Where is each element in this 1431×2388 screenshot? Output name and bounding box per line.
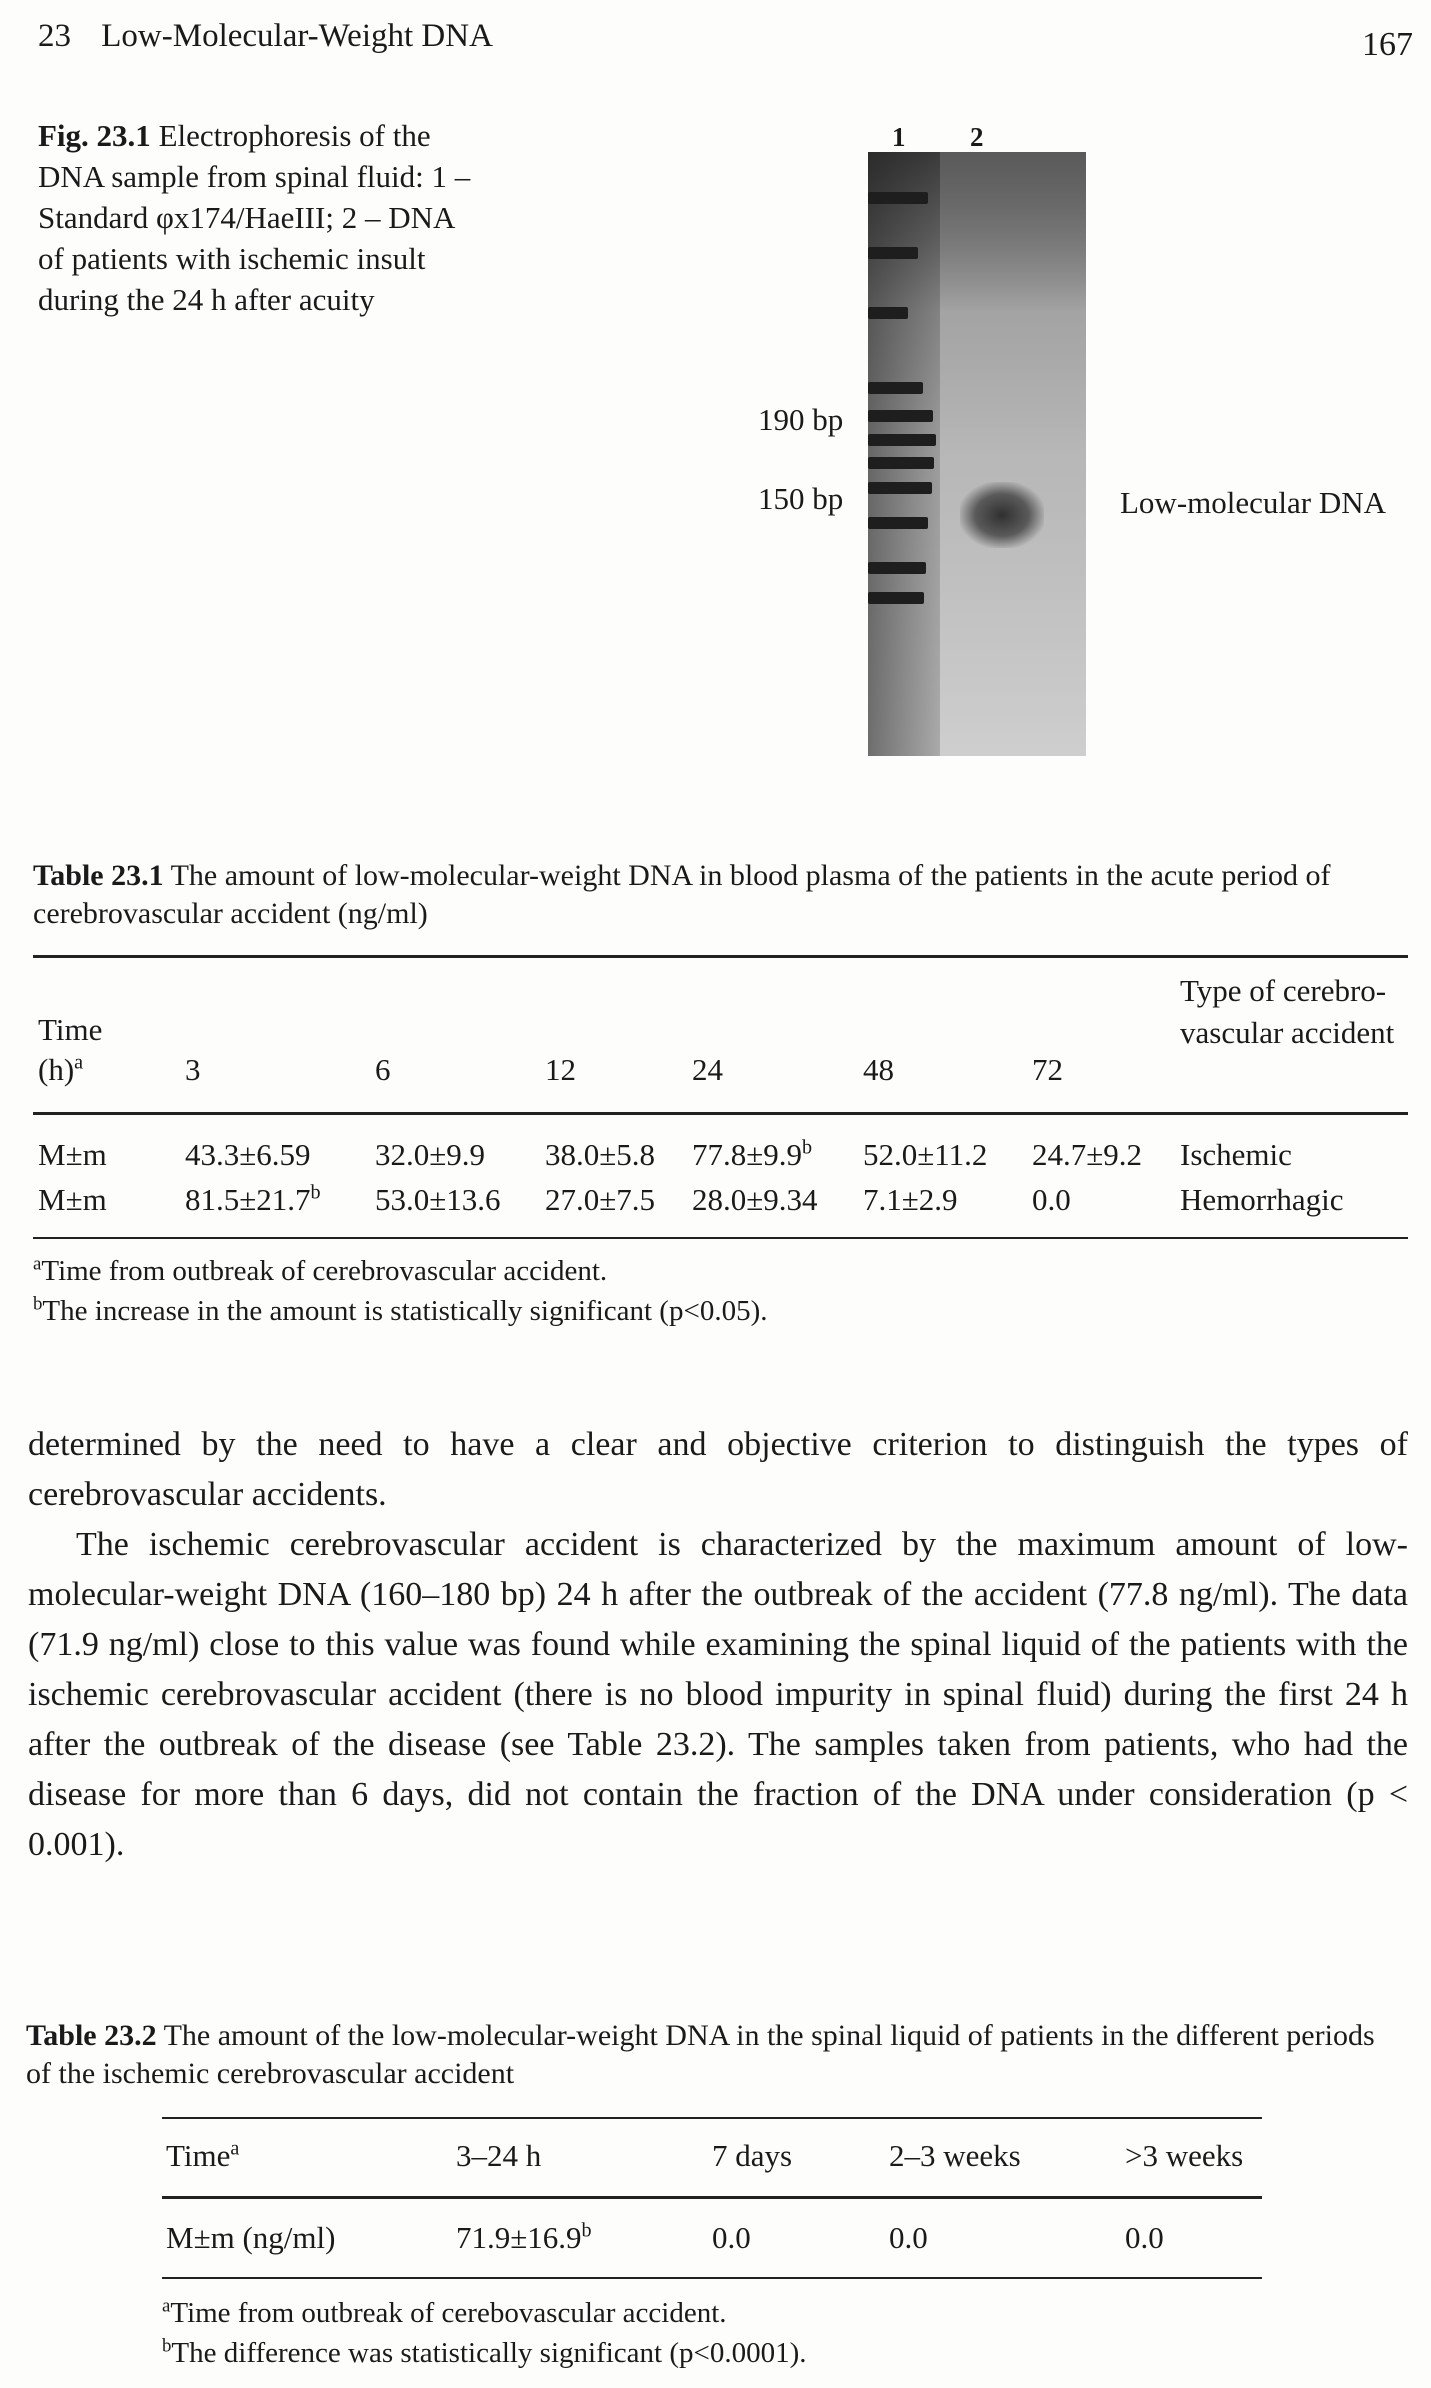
gel-band <box>868 192 928 204</box>
table1-cell: 38.0±5.8 <box>545 1137 656 1172</box>
gel-image <box>868 152 1086 756</box>
band-label: Low-molecular DNA <box>1120 485 1386 520</box>
table1-hour-header: 6 <box>375 1052 391 1087</box>
table1-caption-text: The amount of low-molecular-weight DNA in blood plasma of the patients in the acute period of cerebrovascular accident (ng/ml) <box>33 859 1331 930</box>
table1-footnote-b: $^b$The increase in the amount is statistically significant (p<0.05). <box>33 1293 768 1327</box>
chapter-number: 23 <box>38 18 71 54</box>
table2-cell: 71.9±16.9$^b$ <box>456 2219 592 2255</box>
table1-cell: 0.0 <box>1032 1182 1071 1217</box>
table2-cell: 0.0 <box>1125 2220 1164 2255</box>
table1-cell: 77.8±9.9$^b$ <box>692 1136 813 1172</box>
table1-cell: 43.3±6.59 <box>185 1137 311 1172</box>
table2-period-header: 2–3 weeks <box>889 2138 1021 2173</box>
figure-label: Fig. 23.1 <box>38 118 151 153</box>
table1-stat-label: M±m <box>38 1182 107 1217</box>
gel-band <box>868 482 932 494</box>
table1-caption <box>33 857 1408 933</box>
low-molecular-dna-band <box>960 482 1044 548</box>
table1-hour-header: 3 <box>185 1052 201 1087</box>
table1-cell: 7.1±2.9 <box>863 1182 958 1217</box>
gel-band <box>868 562 926 574</box>
table2-bottom-rule <box>162 2277 1262 2279</box>
table2-time-header: Time$^a$ <box>166 2137 240 2173</box>
table1-hour-header: 24 <box>692 1052 723 1087</box>
table1-top-rule <box>33 955 1408 958</box>
gel-band <box>868 247 918 259</box>
body-paragraph: determined by the need to have a clear and objective criterion to distinguish the types of cerebrovascular accidents. <box>28 1426 1408 1513</box>
table1-cell: 28.0±9.34 <box>692 1182 818 1217</box>
page-number: 167 <box>1362 26 1413 63</box>
gel-band <box>868 382 923 394</box>
figure-caption-text: Electrophoresis of the DNA sample from spinal fluid: 1 – Standard φx174/HaeIII; 2 – DNA of patients with ischemic insult during the 24 h after acuity <box>38 118 471 317</box>
table1-header-rule <box>33 1112 1408 1115</box>
table2-row-label: M±m (ng/ml) <box>166 2220 336 2255</box>
table1-type-cell: Hemorrhagic <box>1180 1182 1344 1217</box>
gel-band <box>868 410 933 422</box>
table2-footnote-a: $^a$Time from outbreak of cerebovascular accident. <box>162 2295 727 2329</box>
running-header <box>38 18 493 55</box>
table1-time-header: Time $(h)^a$ <box>38 1012 103 1087</box>
table1-hour-header: 72 <box>1032 1052 1063 1087</box>
gel-lane-2 <box>940 152 1086 756</box>
body-paragraph: The ischemic cerebrovascular accident is characterized by the maximum amount of low-molecular-weight DNA (160–180 bp) 24 h after the outbreak of the accident (77.8 ng/ml). The data (71.9 ng/ml) close to this value was found while examining the spinal liquid of the patients with the ischemic cerebrovascular accident (there is no blood impurity in spinal fluid) during the first 24 h after the outbreak of the disease (see Table 23.2). The samples taken from patients, who had the disease for more than 6 days, did not contain the fraction of the DNA under consideration (p < 0.001). <box>28 1526 1408 1863</box>
table1-cell: 32.0±9.9 <box>375 1137 486 1172</box>
chapter-title: Low-Molecular-Weight DNA <box>101 18 493 54</box>
table1-type-cell: Ischemic <box>1180 1137 1292 1172</box>
marker-190bp: 190 bp <box>758 402 844 437</box>
table1-stat-label: M±m <box>38 1137 107 1172</box>
table2-footnote-b: $^b$The difference was statistically significant (p<0.0001). <box>162 2335 807 2369</box>
table1-hour-header: 48 <box>863 1052 894 1087</box>
body-text <box>28 1420 1408 1870</box>
gel-band <box>868 307 908 319</box>
table1-cell: 52.0±11.2 <box>863 1137 988 1172</box>
gel-lane-1 <box>868 152 940 756</box>
table2-label: Table 23.2 <box>26 2019 157 2052</box>
figure-caption <box>38 115 478 320</box>
table2-caption <box>26 2017 1406 2093</box>
gel-band <box>868 517 928 529</box>
table2-top-rule <box>162 2117 1262 2119</box>
table2-cell: 0.0 <box>712 2220 751 2255</box>
table2-period-header: 7 days <box>712 2138 793 2173</box>
gel-band <box>868 592 924 604</box>
table2-period-header: 3–24 h <box>456 2138 542 2173</box>
table1-cell: 53.0±13.6 <box>375 1182 501 1217</box>
table2-cell: 0.0 <box>889 2220 928 2255</box>
gel-band <box>868 457 934 469</box>
table1-label: Table 23.1 <box>33 859 164 892</box>
table1-footnote-a: $^a$Time from outbreak of cerebrovascular accident. <box>33 1253 608 1287</box>
table2-period-header: >3 weeks <box>1125 2138 1244 2173</box>
table1-bottom-rule <box>33 1237 1408 1239</box>
table2-header-rule <box>162 2196 1262 2199</box>
table1-cell: 27.0±7.5 <box>545 1182 656 1217</box>
table1-hour-header: 12 <box>545 1052 576 1087</box>
table2-caption-text: The amount of the low-molecular-weight DNA in the spinal liquid of patients in the different periods of the ischemic cerebrovascular accident <box>26 2019 1375 2090</box>
marker-150bp: 150 bp <box>758 481 844 516</box>
lane-label-2: 2 <box>970 122 984 152</box>
table1-type-header: Type of cerebro-vascular accident <box>1180 973 1395 1050</box>
gel-band <box>868 434 936 446</box>
lane-label-1: 1 <box>892 122 906 152</box>
table1-cell: 24.7±9.2 <box>1032 1137 1143 1172</box>
table1-cell: 81.5±21.7$^b$ <box>185 1181 321 1217</box>
